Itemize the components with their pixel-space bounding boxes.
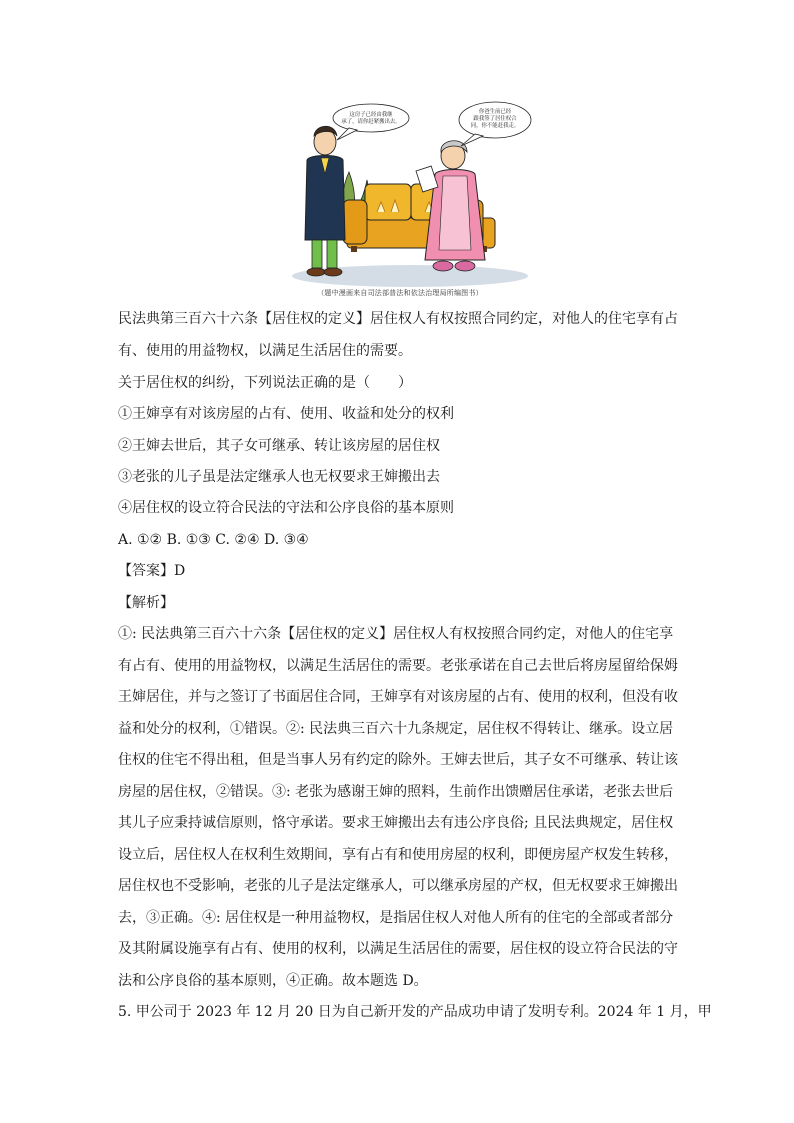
bubble-right-line-3: 同，你不能赶我走。 — [470, 123, 520, 129]
speech-bubble-left — [333, 104, 409, 140]
option-item: ④居住权的设立符合民法的守法和公序良俗的基本原则 — [118, 500, 454, 516]
analysis-line: 去，③正确。④: 居住权是一种用益物权，是指居住权人对他人所有的住宅的全部或者部分 — [118, 910, 674, 926]
bubble-left-line-2: 承了，请你赶紧搬出去。 — [341, 119, 401, 125]
answer-choices: A. ①② B. ①③ C. ②④ D. ③④ — [118, 532, 309, 548]
analysis-line: 设立后，居住权人在权利生效期间，享有占有和使用房屋的权利，即便房屋产权发生转移， — [118, 847, 678, 863]
text-line: 有、使用的用益物权，以满足生活居住的需要。 — [118, 343, 412, 359]
cartoon-illustration — [285, 100, 535, 288]
analysis-line: 法和公序良俗的基本原则，④正确。故本题选 D。 — [118, 973, 428, 989]
analysis-line: 及其附属设施享有占有、使用的权利，以满足生活居住的需要，居住权的设立符合民法的守 — [118, 941, 678, 957]
bubble-left-line-1: 这房子已经由我继 — [349, 112, 393, 118]
analysis-line: 益和处分的权利，①错误。②: 民法典三百六十九条规定，居住权不得转让、继承。设立居 — [118, 721, 674, 737]
analysis-line: 其儿子应秉持诚信原则，恪守承诺。要求王婶搬出去有违公序良俗; 且民法典规定，居住权 — [118, 815, 674, 831]
analysis-line: 房屋的居住权，②错误。③: 老张为感谢王婶的照料，生前作出馈赠居住承诺，老张去世后 — [118, 784, 674, 800]
analysis-line: ①: 民法典第三百六十六条【居住权的定义】居住权人有权按照合同约定，对他人的住宅享 — [118, 626, 674, 642]
analysis-line: 王婶居住，并与之签订了书面居住合同，王婶享有对该房屋的占有、使用的权利，但没有收 — [118, 689, 678, 705]
man-figure — [305, 126, 345, 276]
question-stem: 关于居住权的纠纷，下列说法正确的是（ ） — [118, 375, 412, 391]
bubble-right-line-2: 跟我签了居住权合 — [473, 116, 517, 122]
analysis-line: 住权的住宅不得出租，但是当事人另有约定的除外。王婶去世后，其子女不可继承、转让该 — [118, 752, 678, 768]
option-item: ③老张的儿子虽是法定继承人也无权要求王婶搬出去 — [118, 469, 440, 485]
analysis-heading: 【解析】 — [118, 595, 174, 611]
text-line: 民法典第三百六十六条【居住权的定义】居住权人有权按照合同约定，对他人的住宅享有占 — [118, 311, 678, 327]
analysis-line: 有占有、使用的用益物权，以满足生活居住的需要。老张承诺在自己去世后将房屋留给保姆 — [118, 658, 678, 674]
analysis-line: 居住权也不受影响，老张的儿子是法定继承人，可以继承房屋的产权，但无权要求王婶搬出 — [118, 878, 678, 894]
option-item: ②王婶去世后，其子女可继承、转让该房屋的居住权 — [118, 438, 440, 454]
next-question-line: 5. 甲公司于 2023 年 12 月 20 日为自己新开发的产品成功申请了发明专利。2024 年 1 月，甲 — [118, 1004, 712, 1020]
speech-bubble-right — [459, 102, 531, 146]
answer-label: 【答案】D — [118, 563, 186, 579]
option-item: ①王婶享有对该房屋的占有、使用、收益和处分的权利 — [118, 406, 454, 422]
bubble-right-line-1: 你爸生前已经 — [478, 109, 512, 115]
figure-caption: （题中漫画来自司法部普法和依法治理局所编图书） — [317, 289, 483, 297]
